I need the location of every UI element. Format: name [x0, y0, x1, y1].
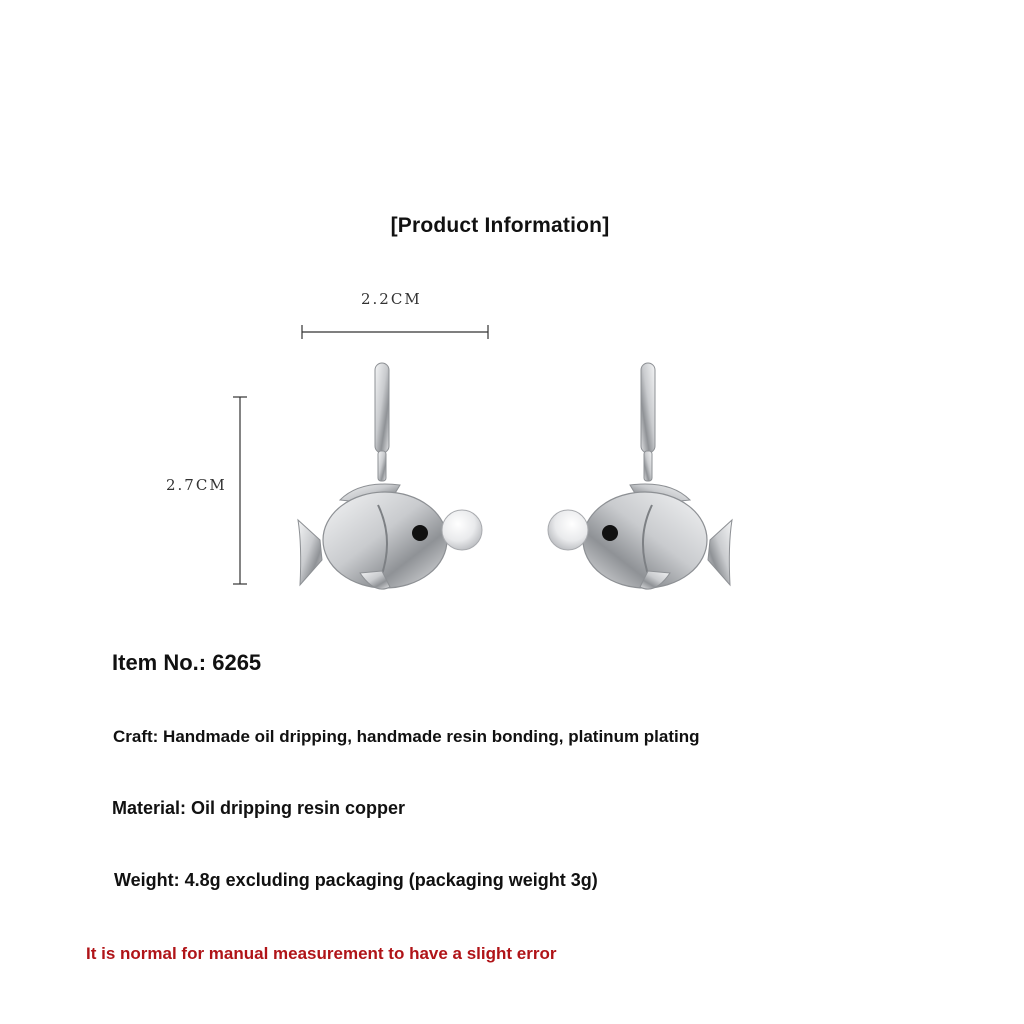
weight-info: Weight: 4.8g excluding packaging (packaging weight 3g) [114, 870, 598, 890]
fish-earrings-image [290, 355, 740, 605]
page-title: [Product Information] [390, 214, 610, 237]
craft-info: Craft: Handmade oil dripping, handmade resin bonding, platinum plating [113, 727, 700, 746]
measurement-note: It is normal for manual measurement to have a slight error [86, 944, 557, 963]
width-measurement-label: 2.2CM [361, 290, 422, 308]
height-measurement-label: 2.7CM [166, 476, 227, 494]
item-number: Item No.: 6265 [112, 650, 262, 675]
material-info: Material: Oil dripping resin copper [112, 798, 406, 818]
